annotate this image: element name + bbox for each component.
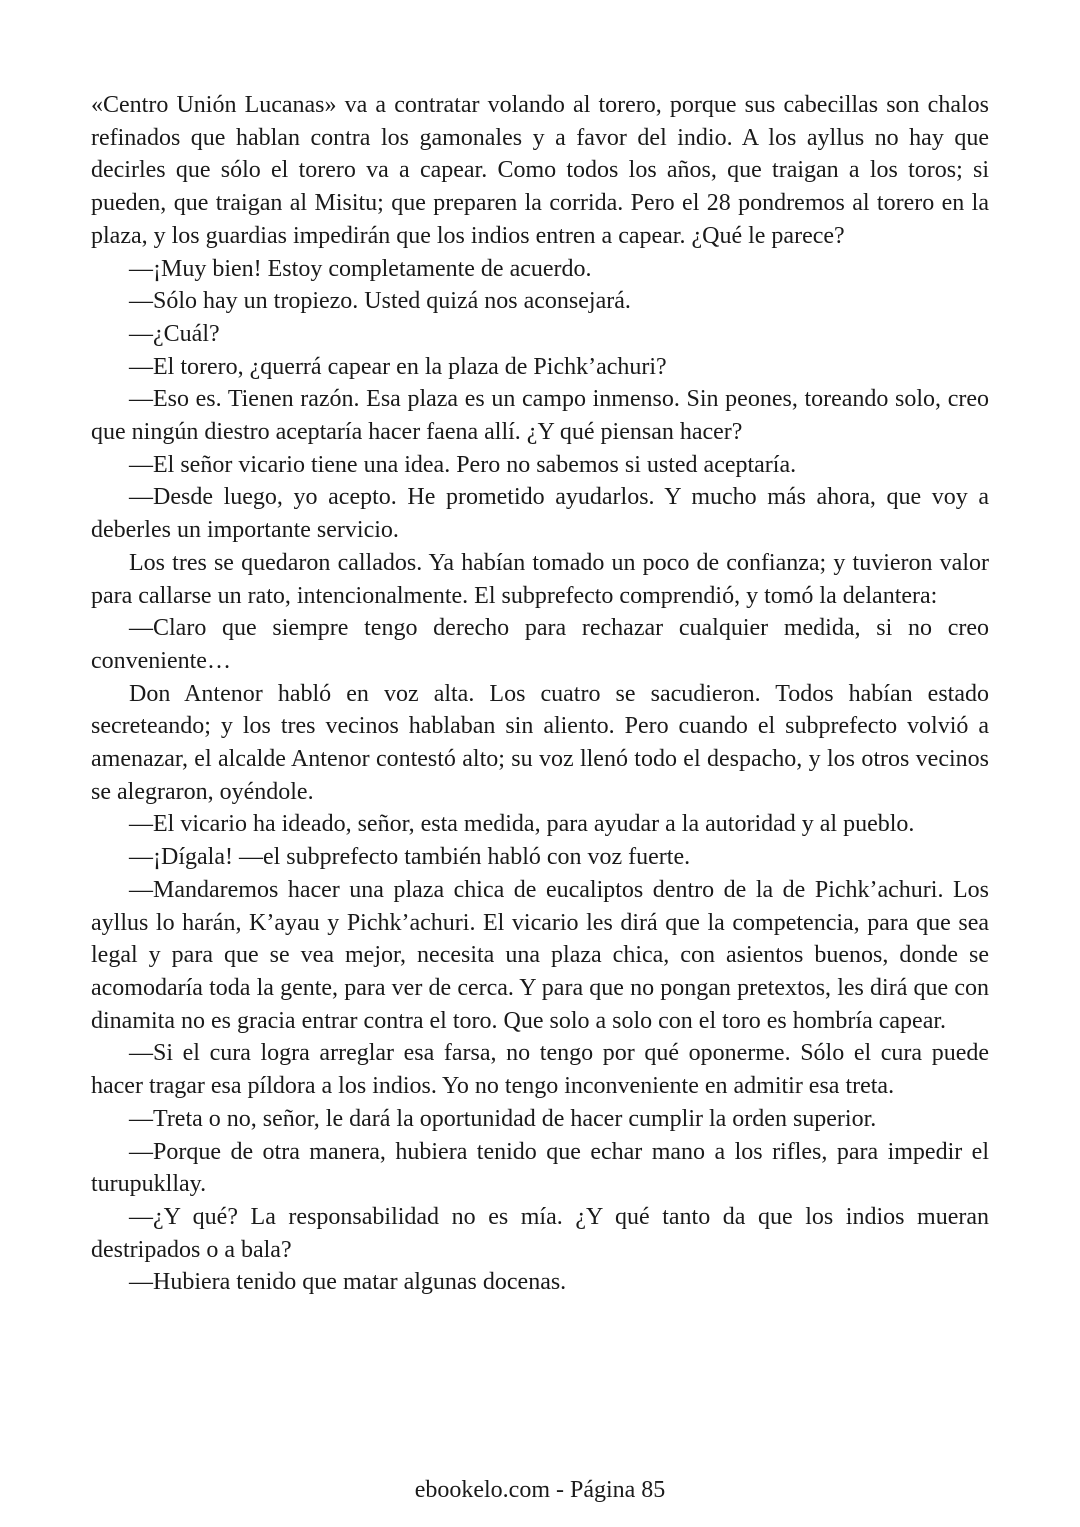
paragraph: Don Antenor habló en voz alta. Los cuatro se sacudieron. Todos habían estado secreteando; y los tres vecinos hablaban sin aliento. Pero cuando el subprefecto volvió a amenazar, el alcalde Antenor contestó alto; su voz llenó todo el despacho, y los otros vecinos se alegraron, oyéndole. bbox=[91, 680, 989, 805]
page-body bbox=[91, 89, 989, 1299]
paragraph: Los tres se quedaron callados. Ya habían tomado un poco de confianza; y tuvieron valor para callarse un rato, intencionalmente. El subprefecto comprendió, y tomó la delantera: bbox=[91, 549, 989, 609]
page-footer: ebookelo.com - Página 85 bbox=[414, 1477, 666, 1503]
paragraph: —Porque de otra manera, hubiera tenido que echar mano a los rifles, para impedir el turupukllay. bbox=[91, 1138, 989, 1198]
paragraph: —Si el cura logra arreglar esa farsa, no tengo por qué oponerme. Sólo el cura puede hacer tragar esa píldora a los indios. Yo no tengo inconveniente en admitir esa treta. bbox=[91, 1040, 989, 1100]
paragraph: —Claro que siempre tengo derecho para rechazar cualquier medida, si no creo conveniente… bbox=[91, 615, 989, 674]
paragraph: —Eso es. Tienen razón. Esa plaza es un campo inmenso. Sin peones, toreando solo, creo que ningún diestro aceptaría hacer faena allí. ¿Y qué piensan hacer? bbox=[91, 386, 989, 446]
paragraph: —Desde luego, yo acepto. He prometido ayudarlos. Y mucho más ahora, que voy a deberles un importante servicio. bbox=[91, 484, 989, 544]
paragraph: —El vicario ha ideado, señor, esta medida, para ayudar a la autoridad y al pueblo. bbox=[129, 811, 915, 838]
paragraph: —El señor vicario tiene una idea. Pero no sabemos si usted aceptaría. bbox=[129, 451, 797, 478]
paragraph: —¿Cuál? bbox=[129, 320, 220, 347]
paragraph: «Centro Unión Lucanas» va a contratar volando al torero, porque sus cabecillas son chalos refinados que hablan contra los gamonales y a favor del indio. A los ayllus no hay que decirles que sólo el torero va a capear. Como todos los años, que traigan a los toros; si pueden, que traigan al Misitu; que preparen la corrida. Pero el 28 pondremos al torero en la plaza, y los guardias impedirán que los indios entren a capear. ¿Qué le parece? bbox=[91, 92, 989, 249]
paragraph: —Sólo hay un tropiezo. Usted quizá nos aconsejará. bbox=[129, 288, 631, 315]
paragraph: —¡Muy bien! Estoy completamente de acuerdo. bbox=[129, 255, 592, 282]
paragraph: —¿Y qué? La responsabilidad no es mía. ¿Y qué tanto da que los indios mueran destripados o a bala? bbox=[91, 1203, 989, 1263]
paragraph: —El torero, ¿querrá capear en la plaza de Pichk’achuri? bbox=[129, 353, 667, 380]
paragraph: —Hubiera tenido que matar algunas docenas. bbox=[129, 1269, 567, 1296]
paragraph: —Mandaremos hacer una plaza chica de eucaliptos dentro de la de Pichk’achuri. Los ayllus lo harán, K’ayau y Pichk’achuri. El vicario les dirá que la competencia, para que sea legal y para que se vea mejor, necesita una plaza chica, con asientos buenos, donde se acomodaría toda la gente, para ver de cerca. Y para que no pongan pretextos, les dirá que con dinamita no es gracia entrar contra el toro. Que solo a solo con el toro es hombría capear. bbox=[91, 876, 989, 1034]
paragraph: —Treta o no, señor, le dará la oportunidad de hacer cumplir la orden superior. bbox=[129, 1105, 877, 1132]
paragraph: —¡Dígala! —el subprefecto también habló con voz fuerte. bbox=[129, 844, 691, 871]
